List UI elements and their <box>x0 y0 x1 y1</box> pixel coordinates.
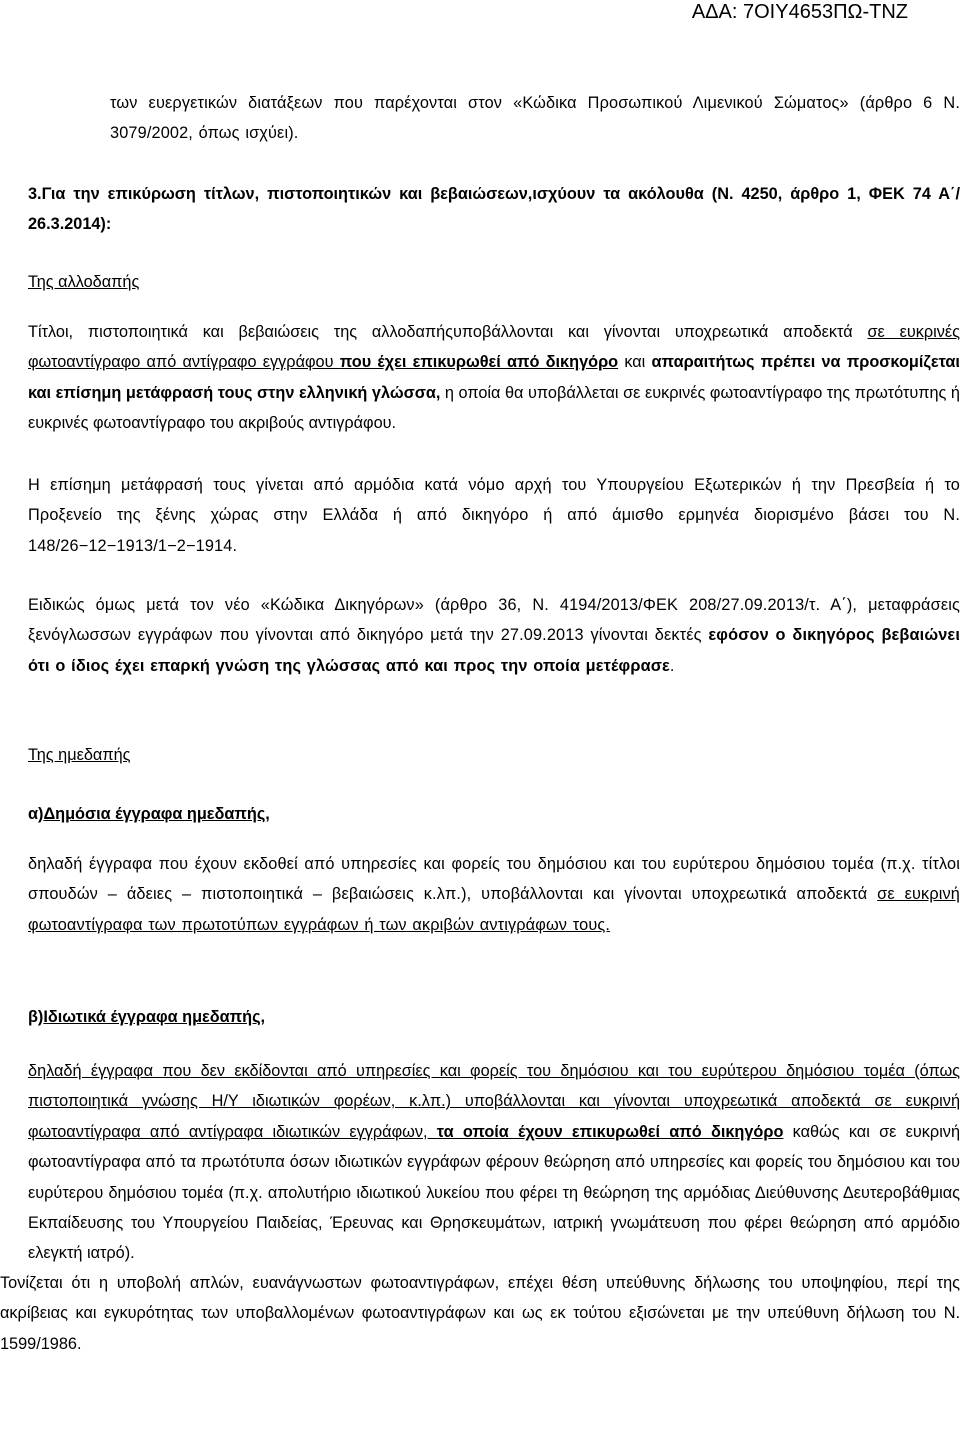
public-p-text-2: σε ευκρινή φωτοαντίγραφα των πρωτοτύπων εγγράφων ή των ακριβών αντιγράφων τους. <box>28 885 960 934</box>
closing-paragraph: Τονίζεται ότι η υποβολή απλών, ευανάγνωστων φωτοαντιγράφων, επέχει θέση υπεύθυνης δήλωσης του υποψηφίου, περί της ακρίβειας και εγκυρότητας των υποβαλλομένων φωτοαντιγράφων και ως εκ τούτου εξισώνεται με την υπεύθυνη δήλωση του Ν. 1599/1986. <box>0 1274 960 1353</box>
public-documents-heading <box>28 799 960 829</box>
private-documents-paragraph <box>28 1056 960 1269</box>
foreign-paragraph-1 <box>28 317 960 439</box>
foreign-p1-text-5: απαραιτήτως πρέπει να προσκομίζεται και επίσημη μετάφρασή τους στην ελληνική γλώσσα, <box>28 353 960 402</box>
public-p-text-1: δηλαδή έγγραφα που έχουν εκδοθεί από υπηρεσίες και φορείς του δημόσιου και του ευρύτερου δημόσιου τομέα (π.χ. τίτλοι σπουδών – άδειες – πιστοποιητικά – βεβαιώσεις κ.λπ.), υποβάλλονται και γίνονται υποχρεωτικά αποδεκτά <box>28 855 960 904</box>
foreign-p3-text-3: . <box>669 656 675 675</box>
public-heading-label: Δημόσια έγγραφα ημεδαπής, <box>43 805 270 823</box>
foreign-p3-text-2: εφόσον ο δικηγόρος βεβαιώνει ότι ο ίδιος έχει επαρκή γνώση της γλώσσας από και προς την οποία μετέφρασε <box>28 626 960 675</box>
private-p-text-3: καθώς και σε ευκρινή φωτοαντίγραφα από τα πρωτότυπα όσων ιδιωτικών εγγράφων φέρουν θεώρηση από υπηρεσίες και φορείς του δημόσιου και του ευρύτερου δημόσιου τομέα (π.χ. απολυτήριο ιδιωτικού λυκείου που φέρει τη θεώρηση της αρμόδιας Διεύθυνσης Δευτεροβάθμιας Εκπαίδευσης του Υπουργείου Παιδείας, Έρευνας και Θρησκευμάτων, ιατρική γνωμάτευση που φέρει θεώρηση από αρμόδιο ελεγκτή ιατρό). <box>28 1122 960 1263</box>
foreign-heading: Της αλλοδαπής <box>28 273 140 291</box>
foreign-p1-text-4: και <box>618 353 652 372</box>
foreign-paragraph-2: Η επίσημη μετάφρασή τους γίνεται από αρμόδια κατά νόμο αρχή του Υπουργείου Εξωτερικών ή την Πρεσβεία ή το Προξενείο της ξένης χώρας στην Ελλάδα ή από δικηγόρο ή από άμισθο ερμηνέα διορισμένο βάσει του Ν. 148/26−12−1913/1−2−1914. <box>28 476 960 555</box>
foreign-p1-text-3: που έχει επικυρωθεί από δικηγόρο <box>339 353 619 372</box>
foreign-paragraph-3 <box>28 590 960 681</box>
public-heading-prefix: α) <box>28 805 44 823</box>
foreign-p1-text-6: η οποία θα υποβάλλεται σε ευκρινές φωτοαντίγραφο της πρωτότυπης ή ευκρινές φωτοαντίγραφο του ακριβούς αντιγράφου. <box>28 383 960 433</box>
intro-paragraph: των ευεργετικών διατάξεων που παρέχονται στον «Κώδικα Προσωπικού Λιμενικού Σώματος» (άρθρο 6 Ν. 3079/2002, όπως ισχύει). <box>110 94 960 143</box>
section-3-heading: 3.Για την επικύρωση τίτλων, πιστοποιητικών και βεβαιώσεων,ισχύουν τα ακόλουθα (Ν. 4250, άρθρο 1, ΦΕΚ 74 Α΄/ 26.3.2014): <box>28 185 960 234</box>
public-documents-paragraph <box>28 849 960 940</box>
private-heading-prefix: β) <box>28 1008 44 1026</box>
foreign-p1-text-2: σε ευκρινές φωτοαντίγραφο από αντίγραφο εγγράφου <box>28 323 960 372</box>
private-documents-heading <box>28 1002 960 1032</box>
private-p-text-1: δηλαδή έγγραφα που δεν εκδίδονται από υπηρεσίες και φορείς του δημόσιου και του ευρύτερου δημόσιου τομέα (όπως πιστοποιητικά γνώσης Η/Υ ιδιωτικών φορέων, κ.λπ.) υποβάλλονται και γίνονται υποχρεωτικά αποδεκτά σε ευκρινή φωτοαντίγραφα από αντίγραφα ιδιωτικών εγγράφων, <box>28 1062 960 1141</box>
private-p-text-2: τα οποία έχουν επικυρωθεί από δικηγόρο <box>436 1122 784 1141</box>
domestic-heading: Της ημεδαπής <box>28 746 131 764</box>
foreign-p3-text-1: Ειδικώς όμως μετά τον νέο «Κώδικα Δικηγόρων» (άρθρο 36, Ν. 4194/2013/ΦΕΚ 208/27.09.2013/τ. Α΄), μεταφράσεις ξενόγλωσσων εγγράφων που γίνονται από δικηγόρο μετά την 27.09.2013 γίνονται δεκτές <box>28 596 960 645</box>
foreign-p1-text-1: Τίτλοι, πιστοποιητικά και βεβαιώσεις της αλλοδαπήςυποβάλλονται και γίνονται υποχρεωτικά αποδεκτά <box>28 323 868 341</box>
private-heading-label: Ιδιωτικά έγγραφα ημεδαπής, <box>43 1008 266 1026</box>
ada-code: ΑΔΑ: 7ΟΙΥ4653ΠΩ-ΤΝΖ <box>691 1 908 23</box>
